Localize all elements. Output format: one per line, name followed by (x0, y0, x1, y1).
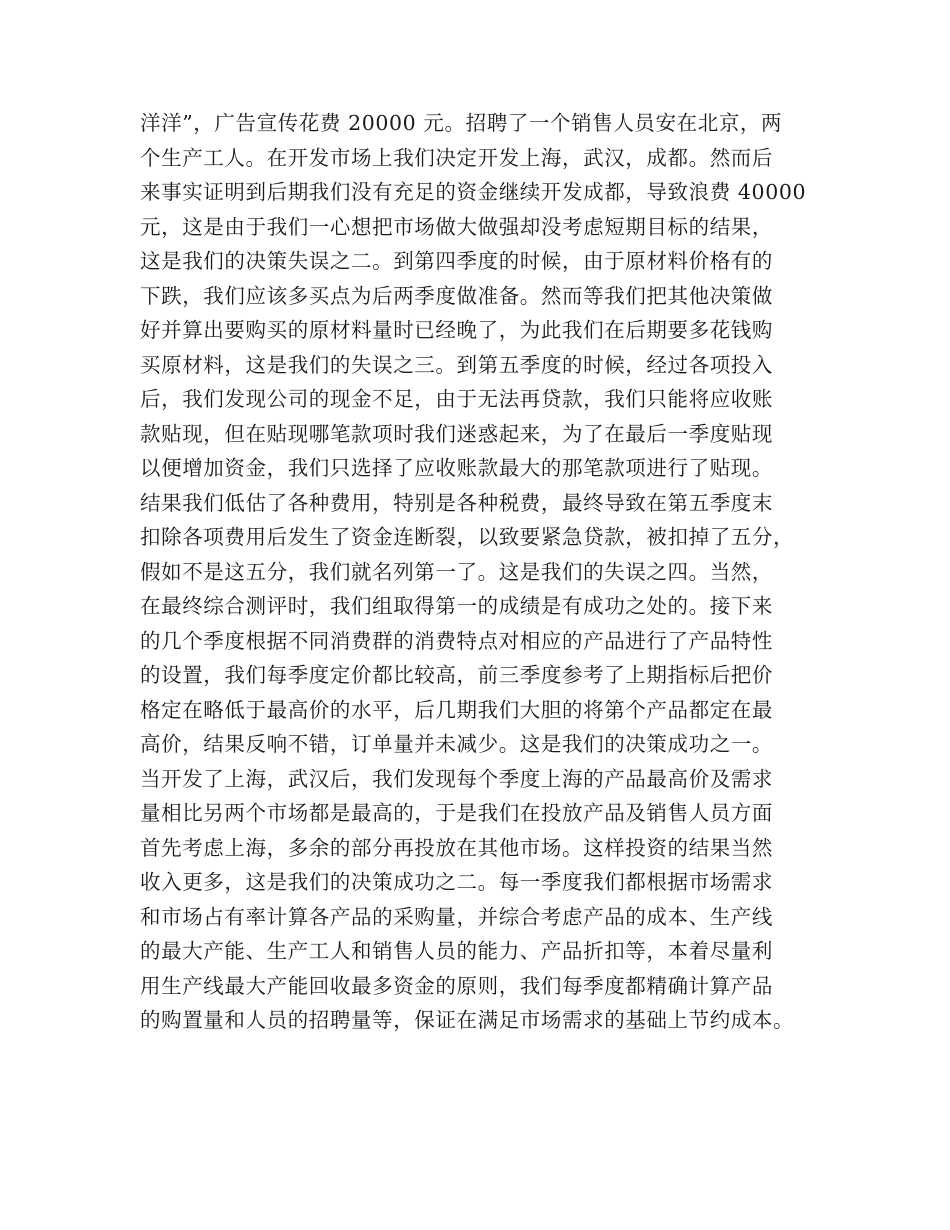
text-line: 当开发了上海，武汉后，我们发现每个季度上海的产品最高价及需求 (140, 766, 773, 791)
text-line: 格定在略低于最高价的水平，后几期我们大胆的将第个产品都定在最 (140, 697, 773, 722)
text-line: 款贴现，但在贴现哪笔款项时我们迷惑起来，为了在最后一季度贴现 (140, 421, 773, 446)
text-line: 量相比另两个市场都是最高的，于是我们在投放产品及销售人员方面 (140, 801, 773, 825)
text-line: 这是我们的决策失误之二。到第四季度的时候，由于原材料价格有的 (140, 249, 773, 273)
text-line: 和市场占有率计算各产品的采购量，并综合考虑产品的成本、生产线 (140, 904, 773, 929)
text-line: 扣除各项费用后发生了资金连断裂，以致要紧急贷款，被扣掉了五分， (140, 525, 795, 549)
text-line: 的最大产能、生产工人和销售人员的能力、产品折扣等，本着尽量利 (140, 939, 773, 963)
text-line: 在最终综合测评时，我们组取得第一的成绩是有成功之处的。接下来 (140, 594, 773, 618)
body-paragraph (140, 106, 820, 1038)
text-line: 高价，结果反响不错，订单量并未减少。这是我们的决策成功之一。 (140, 732, 773, 756)
text-line: 的几个季度根据不同消费群的消费特点对相应的产品进行了产品特性 (140, 628, 773, 653)
text-line: 结果我们低估了各种费用，特别是各种税费，最终导致在第五季度末 (140, 490, 773, 515)
text-line: 买原材料，这是我们的失误之三。到第五季度的时候，经过各项投入 (140, 352, 773, 377)
text-line: 个生产工人。在开发市场上我们决定开发上海，武汉，成都。然而后 (140, 145, 773, 170)
text-line: 收入更多，这是我们的决策成功之二。每一季度我们都根据市场需求 (140, 870, 773, 894)
text-line: 的购置量和人员的招聘量等，保证在满足市场需求的基础上节约成本。 (140, 1008, 795, 1032)
text-line: 的设置，我们每季度定价都比较高，前三季度参考了上期指标后把价 (140, 663, 773, 687)
text-line: 后，我们发现公司的现金不足，由于无法再贷款，我们只能将应收账 (140, 387, 773, 411)
text-line: 好并算出要购买的原材料量时已经晚了，为此我们在后期要多花钱购 (140, 318, 773, 342)
text-line: 元，这是由于我们一心想把市场做大做强却没考虑短期目标的结果， (140, 214, 773, 239)
text-line: 假如不是这五分，我们就名列第一了。这是我们的失误之四。当然， (140, 559, 773, 584)
text-line: 用生产线最大产能回收最多资金的原则，我们每季度都精确计算产品 (140, 973, 773, 998)
text-line: 洋洋”，广告宣传花费 20000 元。招聘了一个销售人员安在北京，两 (140, 111, 783, 135)
text-line: 下跌，我们应该多买点为后两季度做准备。然而等我们把其他决策做 (140, 283, 773, 308)
text-line: 首先考虑上海，多余的部分再投放在其他市场。这样投资的结果当然 (140, 835, 773, 860)
text-line: 以便增加资金，我们只选择了应收账款最大的那笔款项进行了贴现。 (140, 456, 773, 480)
text-line: 来事实证明到后期我们没有充足的资金继续开发成都，导致浪费 40000 (140, 180, 807, 204)
